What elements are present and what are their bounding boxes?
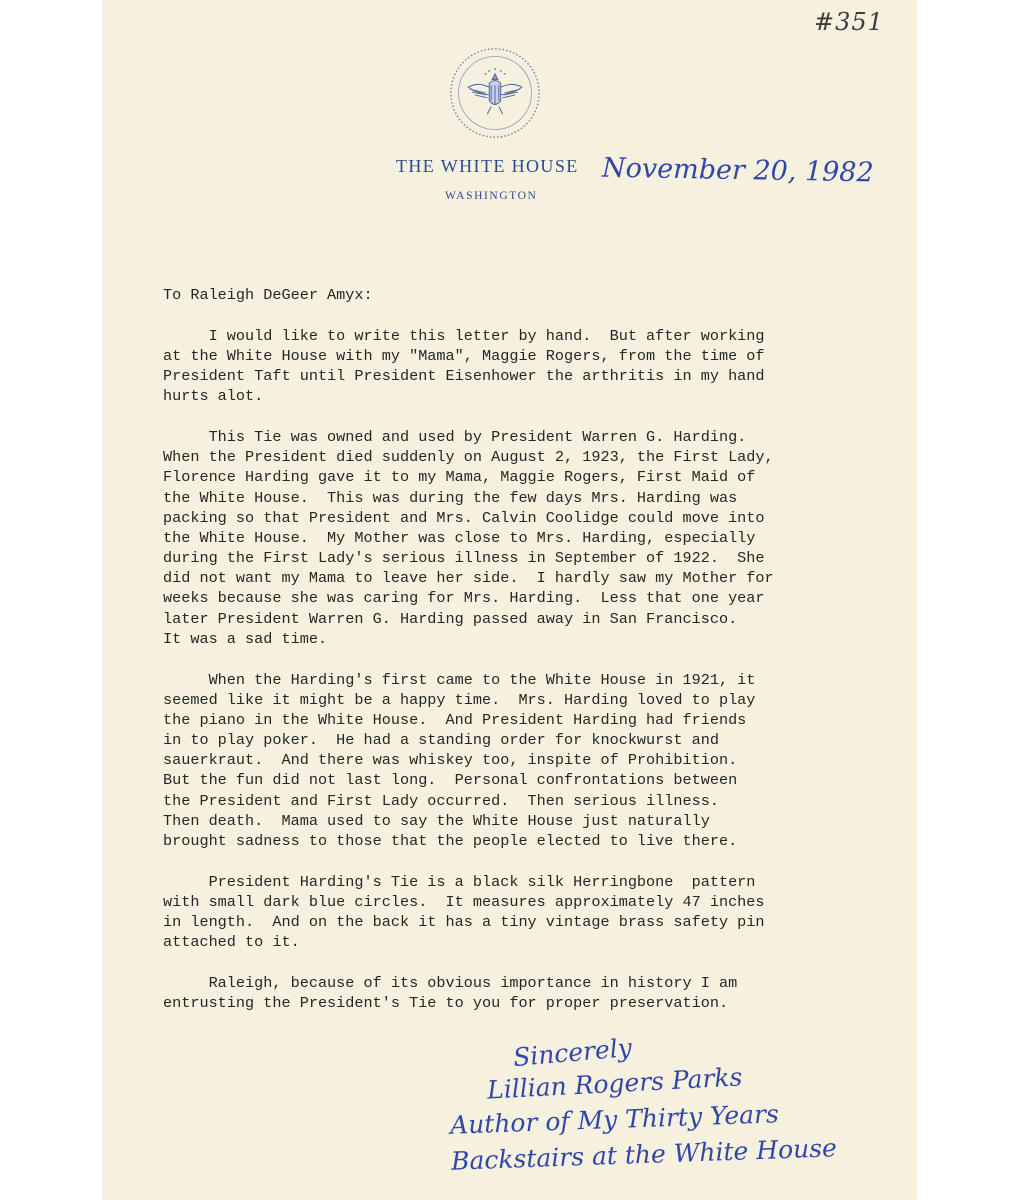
text-line: When the President died suddenly on August 2, 1923, the First Lady, bbox=[163, 448, 774, 467]
text-line: the White House. My Mother was close to Mrs. Harding, especially bbox=[163, 528, 756, 547]
text-line: weeks because she was caring for Mrs. Harding. Less that one year bbox=[163, 589, 765, 608]
paragraph-3 bbox=[163, 670, 883, 852]
signature-name: Lillian Rogers Parks bbox=[486, 1062, 744, 1105]
letterhead-subtitle: WASHINGTON bbox=[445, 190, 538, 202]
text-line: But the fun did not last long. Personal confrontations between bbox=[163, 771, 738, 790]
text-line: Raleigh, because of its obvious importance in history I am bbox=[163, 973, 738, 992]
presidential-seal-icon bbox=[447, 45, 543, 141]
text-line: the President and First Lady occurred. Then serious illness. bbox=[163, 791, 719, 810]
text-line: in to play poker. He had a standing order for knockwurst and bbox=[163, 731, 719, 750]
text-line: seemed like it might be a happy time. Mrs. Harding loved to play bbox=[163, 690, 756, 709]
paragraph-5 bbox=[163, 973, 883, 1013]
document-number: #351 bbox=[814, 8, 884, 36]
text-line: President Harding's Tie is a black silk Herringbone pattern bbox=[163, 872, 756, 891]
text-line: later President Warren G. Harding passed away in San Francisco. bbox=[163, 609, 738, 628]
letterhead-title: THE WHITE HOUSE bbox=[396, 156, 579, 176]
text-line: This Tie was owned and used by President Warren G. Harding. bbox=[163, 427, 747, 446]
text-line: at the White House with my "Mama", Maggie Rogers, from the time of bbox=[163, 346, 765, 365]
text-line: the White House. This was during the few days Mrs. Harding was bbox=[163, 488, 738, 507]
paragraph-4 bbox=[163, 872, 883, 953]
signature-title-line-2: Backstairs at the White House bbox=[450, 1133, 838, 1176]
text-line: did not want my Mama to leave her side. I hardly saw my Mother for bbox=[163, 569, 774, 588]
letter-body bbox=[163, 285, 883, 1013]
text-line: Florence Harding gave it to my Mama, Maggie Rogers, First Maid of bbox=[163, 468, 756, 487]
paragraph-2 bbox=[163, 427, 883, 649]
text-line: attached to it. bbox=[163, 933, 300, 952]
signature-title-line-1: Author of My Thirty Years bbox=[449, 1099, 780, 1140]
paragraph-1 bbox=[163, 326, 883, 407]
text-line: It was a sad time. bbox=[163, 629, 328, 648]
handwritten-date: November 20, 1982 bbox=[601, 152, 874, 189]
text-line: with small dark blue circles. It measures approximately 47 inches bbox=[163, 892, 765, 911]
text-line: When the Harding's first came to the White House in 1921, it bbox=[163, 670, 756, 689]
text-line: Then death. Mama used to say the White House just naturally bbox=[163, 811, 710, 830]
text-line: during the First Lady's serious illness in September of 1922. She bbox=[163, 549, 765, 568]
signature-closing: Sincerely bbox=[511, 1032, 633, 1073]
text-line: entrusting the President's Tie to you for proper preservation. bbox=[163, 994, 729, 1013]
text-line: in length. And on the back it has a tiny vintage brass safety pin bbox=[163, 913, 765, 932]
salutation: To Raleigh DeGeer Amyx: bbox=[163, 286, 373, 304]
text-line: packing so that President and Mrs. Calvin Coolidge could move into bbox=[163, 508, 765, 527]
text-line: President Taft until President Eisenhower the arthritis in my hand bbox=[163, 367, 765, 386]
text-line: the piano in the White House. And President Harding had friends bbox=[163, 710, 747, 729]
text-line: brought sadness to those that the people elected to live there. bbox=[163, 832, 738, 850]
text-line: sauerkraut. And there was whiskey too, inspite of Prohibition. bbox=[163, 751, 738, 770]
text-line: hurts alot. bbox=[163, 387, 264, 406]
text-line: I would like to write this letter by hand. But after working bbox=[163, 326, 765, 345]
letter-paper bbox=[102, 0, 917, 1200]
